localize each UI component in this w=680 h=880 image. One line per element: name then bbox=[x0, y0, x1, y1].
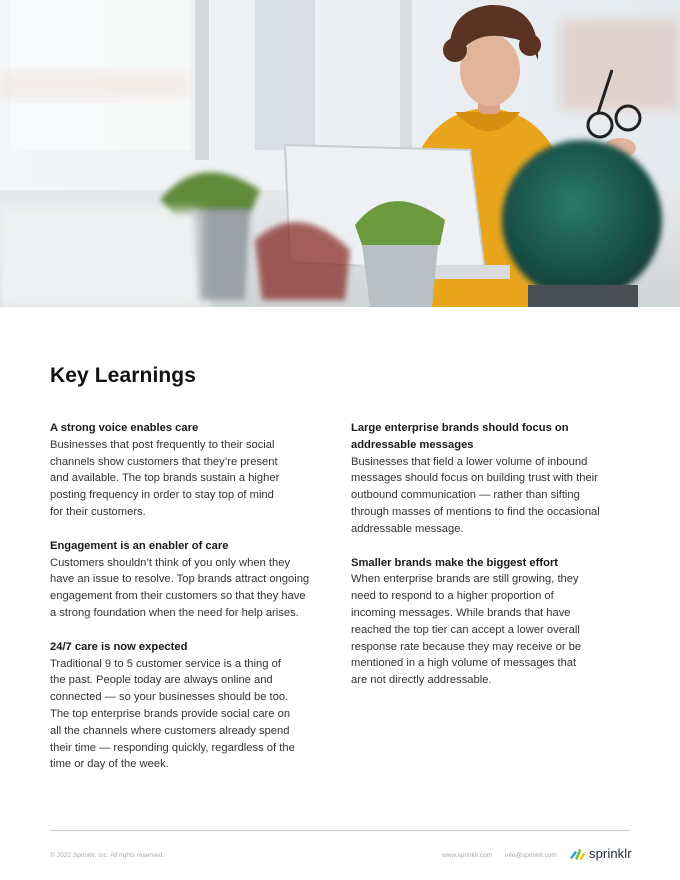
body-line: the past. People today are always online and bbox=[50, 674, 273, 687]
sprinklr-logo bbox=[569, 846, 632, 861]
body-line: time or day of the week. bbox=[50, 758, 169, 771]
section-heading bbox=[351, 420, 631, 454]
body-line: outbound communication — rather than sifting bbox=[351, 489, 580, 502]
body-line: When enterprise brands are still growing, they bbox=[351, 573, 579, 586]
body-line: messages should focus on building trust with their bbox=[351, 472, 598, 485]
body-line: mentioned in a high volume of messages that bbox=[351, 657, 577, 670]
body-line: a strong foundation when the need for help arises. bbox=[50, 606, 299, 619]
body-line: all the channels where customers already spend bbox=[50, 724, 290, 737]
body-line: response rate because they may receive or be bbox=[351, 640, 582, 653]
body-line: Customers shouldn’t think of you only when they bbox=[50, 556, 291, 569]
right-column bbox=[351, 420, 631, 706]
section-body bbox=[351, 454, 631, 538]
body-line: connected — so your businesses should be too. bbox=[50, 691, 289, 704]
footer-divider bbox=[50, 830, 630, 831]
body-line: have an issue to resolve. Top brands attract ongoing bbox=[50, 573, 310, 586]
body-line: Businesses that post frequently to their social bbox=[50, 438, 275, 451]
sprinklr-logo-icon bbox=[569, 847, 586, 860]
body-line: their time — responding quickly, regardless of the bbox=[50, 741, 295, 754]
section-body bbox=[351, 571, 631, 689]
section-heading: A strong voice enables care bbox=[50, 422, 199, 434]
heading-line: Smaller brands make the biggest effort bbox=[351, 556, 559, 569]
email-link[interactable]: info@sprinklr.com bbox=[505, 852, 557, 859]
body-line: The top enterprise brands provide social care on bbox=[50, 707, 291, 720]
logo-wordmark: sprinklr bbox=[589, 846, 632, 861]
body-line: need to respond to a higher proportion of bbox=[351, 590, 554, 603]
body-line: and available. The top brands sustain a higher bbox=[50, 472, 280, 485]
hero-photo bbox=[0, 0, 680, 307]
section-24-7-care bbox=[50, 639, 333, 773]
body-line: channels show customers that they’re present bbox=[50, 455, 278, 468]
body-line: Traditional 9 to 5 customer service is a thing of bbox=[50, 657, 281, 670]
section-engagement bbox=[50, 538, 333, 622]
body-line: Businesses that field a lower volume of inbound bbox=[351, 455, 588, 468]
body-line: are not directly addressable. bbox=[351, 674, 492, 687]
website-link[interactable]: www.sprinklr.com bbox=[442, 852, 493, 859]
body-line: incoming messages. While brands that have bbox=[351, 606, 571, 619]
section-smaller-brands bbox=[351, 555, 631, 689]
section-heading bbox=[351, 555, 631, 572]
section-body bbox=[50, 555, 333, 622]
body-line: for their customers. bbox=[50, 505, 146, 518]
copyright-text: © 2022 Sprinklr, Inc. All rights reserved. bbox=[50, 852, 164, 859]
section-body bbox=[50, 656, 333, 774]
section-body bbox=[50, 437, 333, 521]
section-enterprise-brands bbox=[351, 420, 631, 538]
page-title: Key Learnings bbox=[50, 364, 197, 387]
body-line: addressable message. bbox=[351, 522, 464, 535]
heading-line: Large enterprise brands should focus on bbox=[351, 422, 569, 434]
section-heading: Engagement is an enabler of care bbox=[50, 539, 229, 552]
body-line: through masses of mentions to find the occasional bbox=[351, 505, 600, 518]
body-line: reached the top tier can accept a lower overall bbox=[351, 623, 580, 636]
section-strong-voice bbox=[50, 420, 333, 521]
heading-line: addressable messages bbox=[351, 438, 474, 451]
section-heading: 24/7 care is now expected bbox=[50, 640, 188, 653]
hero-illustration bbox=[0, 0, 680, 307]
left-column bbox=[50, 420, 333, 790]
body-line: engagement from their customers so that they have bbox=[50, 590, 306, 603]
body-line: posting frequency in order to stay top of mind bbox=[50, 489, 274, 502]
